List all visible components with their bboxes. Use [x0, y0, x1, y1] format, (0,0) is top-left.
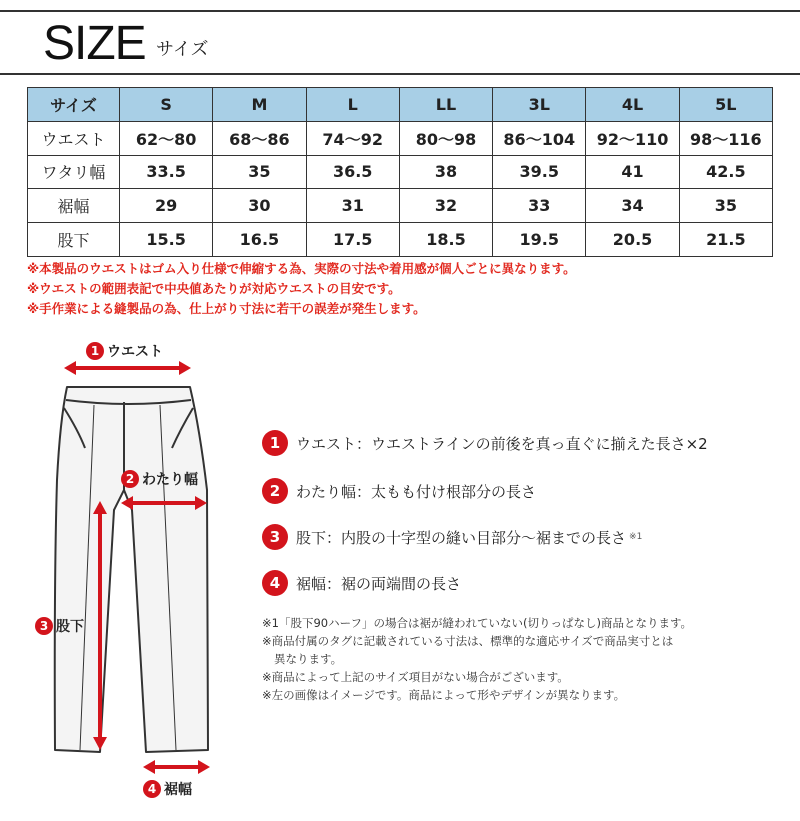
def-badge: 4	[262, 570, 288, 596]
table-cell: 36.5	[306, 155, 399, 189]
table-header-cell: S	[120, 88, 213, 122]
table-cell: 18.5	[399, 223, 492, 257]
badge-3: 3	[35, 617, 53, 635]
arrowhead	[64, 361, 76, 375]
fine-print-line: ※左の画像はイメージです。商品によって形やデザインが異なります。	[262, 688, 626, 702]
arrowhead	[143, 760, 155, 774]
callout-thigh	[121, 469, 198, 489]
def-desc: ：内股の十字型の縫い目部分〜裾までの長さ	[326, 528, 627, 547]
badge-1: 1	[86, 342, 104, 360]
row-label: 裾幅	[28, 189, 120, 223]
table-header-cell: サイズ	[28, 88, 120, 122]
size-table-header-row	[28, 88, 773, 122]
table-cell: 17.5	[306, 223, 399, 257]
callout-label: ウエスト	[107, 344, 163, 360]
def-badge: 3	[262, 524, 288, 550]
table-cell: 38	[399, 155, 492, 189]
table-row	[28, 189, 773, 223]
table-cell: 29	[120, 189, 213, 223]
fine-print-line: ※商品によって上記のサイズ項目がない場合がございます。	[262, 670, 569, 684]
def-term: ウエスト	[296, 434, 357, 453]
table-cell: 42.5	[679, 155, 772, 189]
size-table	[27, 87, 773, 257]
table-cell: 33.5	[120, 155, 213, 189]
red-note: ※本製品のウエストはゴム入り仕様で伸縮する為、実際の寸法や着用感が個人ごとに異なります。	[27, 261, 576, 276]
callout-hem	[143, 779, 192, 799]
table-row	[28, 223, 773, 257]
table-header-cell: M	[213, 88, 306, 122]
table-cell: 20.5	[586, 223, 679, 257]
table-cell: 35	[213, 155, 306, 189]
table-header-cell: L	[306, 88, 399, 122]
callout-inseam	[35, 616, 84, 636]
definition-item	[262, 478, 536, 504]
def-badge: 2	[262, 478, 288, 504]
pants-illustration	[55, 387, 208, 752]
table-header-cell: 3L	[493, 88, 586, 122]
callout-label: 裾幅	[164, 782, 192, 798]
def-term: 裾幅	[296, 574, 327, 593]
table-cell: 86〜104	[493, 121, 586, 155]
def-term: 股下	[296, 528, 327, 547]
badge-4: 4	[143, 780, 161, 798]
fine-print-line: 異なります。	[274, 652, 343, 666]
table-cell: 31	[306, 189, 399, 223]
row-label: ウエスト	[28, 121, 120, 155]
definition-item	[262, 524, 642, 550]
table-row	[28, 155, 773, 189]
fine-print-line: ※1「股下90ハーフ」の場合は裾が縫われていない(切りっぱなし)商品となります。	[262, 616, 693, 630]
red-notes	[27, 259, 787, 319]
table-cell: 34	[586, 189, 679, 223]
callout-label: わたり幅	[142, 472, 198, 488]
fine-print-line: ※商品付属のタグに記載されている寸法は、標準的な適応サイズで商品実寸とは	[262, 634, 674, 648]
badge-2: 2	[121, 470, 139, 488]
table-header-cell: LL	[399, 88, 492, 122]
table-header-cell: 5L	[679, 88, 772, 122]
definition-item	[262, 430, 708, 456]
table-cell: 74〜92	[306, 121, 399, 155]
table-cell: 32	[399, 189, 492, 223]
page-title: SIZE	[43, 17, 146, 70]
table-cell: 16.5	[213, 223, 306, 257]
table-cell: 68〜86	[213, 121, 306, 155]
def-term: わたり幅	[296, 482, 357, 501]
def-footnote-mark: ※1	[629, 532, 643, 542]
table-header-cell: 4L	[586, 88, 679, 122]
table-cell: 62〜80	[120, 121, 213, 155]
top-rule	[0, 10, 800, 12]
def-badge: 1	[262, 430, 288, 456]
header-rule	[0, 73, 800, 75]
arrowhead	[198, 760, 210, 774]
def-desc: ：裾の両端間の長さ	[326, 574, 462, 593]
def-desc: ：ウエストラインの前後を真っ直ぐに揃えた長さ×2	[356, 434, 708, 453]
fine-print	[262, 614, 782, 704]
table-cell: 98〜116	[679, 121, 772, 155]
table-cell: 35	[679, 189, 772, 223]
table-cell: 80〜98	[399, 121, 492, 155]
red-note: ※ウエストの範囲表記で中央値あたりが対応ウエストの目安です。	[27, 281, 401, 296]
table-cell: 33	[493, 189, 586, 223]
row-label: 股下	[28, 223, 120, 257]
table-cell: 92〜110	[586, 121, 679, 155]
page-subtitle: サイズ	[156, 39, 209, 60]
table-cell: 41	[586, 155, 679, 189]
table-cell: 30	[213, 189, 306, 223]
table-cell: 19.5	[493, 223, 586, 257]
arrowhead	[179, 361, 191, 375]
table-cell: 15.5	[120, 223, 213, 257]
def-desc: ：太もも付け根部分の長さ	[356, 482, 537, 501]
row-label: ワタリ幅	[28, 155, 120, 189]
callout-label: 股下	[56, 619, 84, 635]
table-row	[28, 121, 773, 155]
red-note: ※手作業による縫製品の為、仕上がり寸法に若干の誤差が発生します。	[27, 301, 426, 316]
table-cell: 21.5	[679, 223, 772, 257]
definition-item	[262, 570, 461, 596]
callout-waist	[86, 341, 163, 361]
pants-outline	[55, 387, 208, 752]
pants-diagram	[0, 330, 260, 821]
table-cell: 39.5	[493, 155, 586, 189]
